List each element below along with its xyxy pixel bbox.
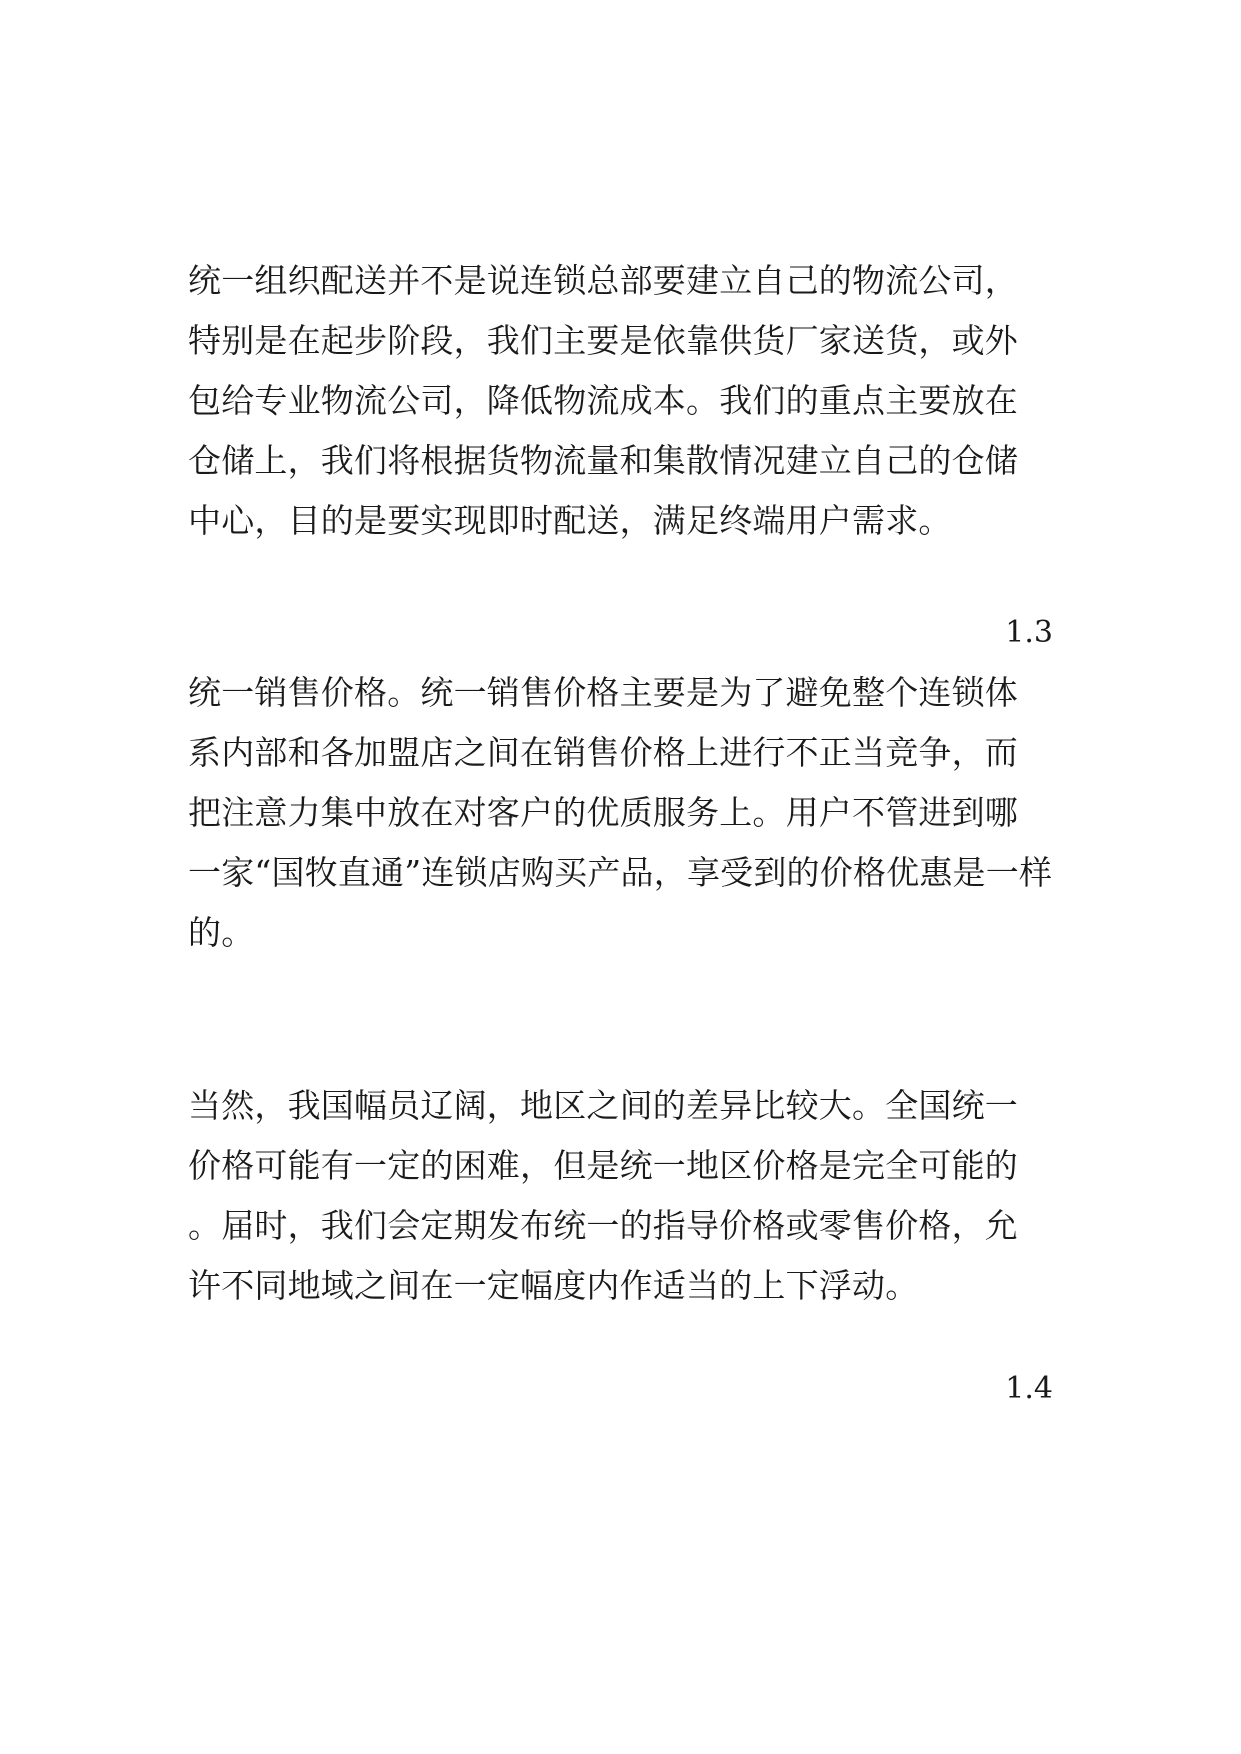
paragraph-line: 统一销售价格。统一销售价格主要是为了避免整个连锁体 (188, 673, 1018, 712)
paragraph-line: 特别是在起步阶段，我们主要是依靠供货厂家送货，或外 (188, 321, 1018, 360)
section-number: 1.3 (1005, 615, 1053, 650)
paragraph-line: 。届时，我们会定期发布统一的指导价格或零售价格，允 (188, 1206, 1018, 1245)
paragraph-line: 当然，我国幅员辽阔，地区之间的差异比较大。全国统一 (188, 1086, 1018, 1125)
paragraph-line: 中心，目的是要实现即时配送，满足终端用户需求。 (188, 501, 952, 540)
paragraph-line: 包给专业物流公司，降低物流成本。我们的重点主要放在 (188, 381, 1018, 420)
paragraph-line: 的。 (188, 913, 255, 952)
paragraph-line: 价格可能有一定的困难，但是统一地区价格是完全可能的 (188, 1146, 1018, 1185)
section-number: 1.4 (1005, 1371, 1053, 1406)
paragraph-line: 把注意力集中放在对客户的优质服务上。用户不管进到哪 (188, 793, 1018, 832)
paragraph-line: 一家“国牧直通”连锁店购买产品，享受到的价格优惠是一样 (188, 853, 1053, 892)
paragraph-line: 系内部和各加盟店之间在销售价格上进行不正当竞争，而 (188, 733, 1018, 772)
paragraph-line: 许不同地域之间在一定幅度内作适当的上下浮动。 (188, 1266, 919, 1305)
paragraph-line: 统一组织配送并不是说连锁总部要建立自己的物流公司， (188, 261, 1018, 300)
paragraph-line: 仓储上，我们将根据货物流量和集散情况建立自己的仓储 (188, 441, 1018, 480)
